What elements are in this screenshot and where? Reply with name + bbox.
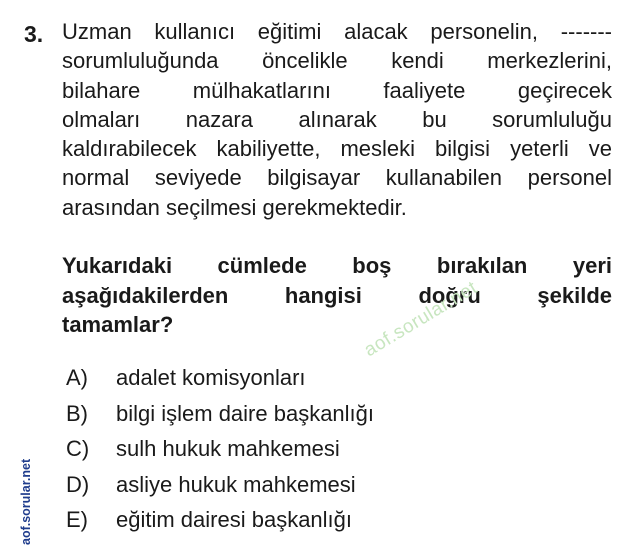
- option-letter: E): [66, 507, 88, 532]
- option-letter: D): [66, 471, 90, 497]
- option-c[interactable]: [66, 431, 374, 467]
- option-letter: C): [66, 436, 90, 461]
- stem-line: kaldırabilecek kabiliyette, mesleki bilgisi yeterli ve: [62, 136, 612, 162]
- option-b[interactable]: [66, 396, 374, 432]
- option-e[interactable]: [66, 502, 374, 538]
- option-text: eğitim dairesi başkanlığı: [116, 507, 353, 532]
- stem-line: Uzman kullanıcı eğitimi alacak personelin, -------: [62, 19, 612, 44]
- option-text: bilgi işlem daire başkanlığı: [116, 400, 375, 426]
- prompt-line: Yukarıdaki cümlede boş bırakılan yeri: [62, 253, 612, 278]
- option-text: adalet komisyonları: [116, 365, 306, 390]
- side-watermark: aof.sorular.net: [19, 458, 33, 545]
- option-letter: B): [66, 400, 88, 426]
- question-prompt: [62, 251, 612, 340]
- center-watermark: aof.sorular.net: [360, 277, 482, 362]
- stem-line: bilahare mülhakatlarını faaliyete geçirecek: [62, 77, 612, 103]
- question-stem: [62, 17, 612, 222]
- option-a[interactable]: [66, 360, 374, 396]
- prompt-line: tamamlar?: [62, 312, 174, 337]
- stem-line: normal seviyede bilgisayar kullanabilen personel: [62, 165, 612, 191]
- stem-line: sorumluluğunda öncelikle kendi merkezlerini,: [62, 48, 612, 74]
- stem-line: arasından seçilmesi gerekmektedir.: [62, 194, 407, 220]
- option-letter: A): [66, 365, 88, 390]
- stem-line: olmaları nazara alınarak bu sorumluluğu: [62, 106, 612, 132]
- option-text: sulh hukuk mahkemesi: [116, 436, 340, 461]
- question-number: 3.: [24, 21, 44, 47]
- option-text: asliye hukuk mahkemesi: [116, 471, 356, 497]
- answer-options: [66, 360, 374, 538]
- option-d[interactable]: [66, 467, 374, 503]
- prompt-line: aşağıdakilerden hangisi doğru şekilde: [62, 282, 612, 308]
